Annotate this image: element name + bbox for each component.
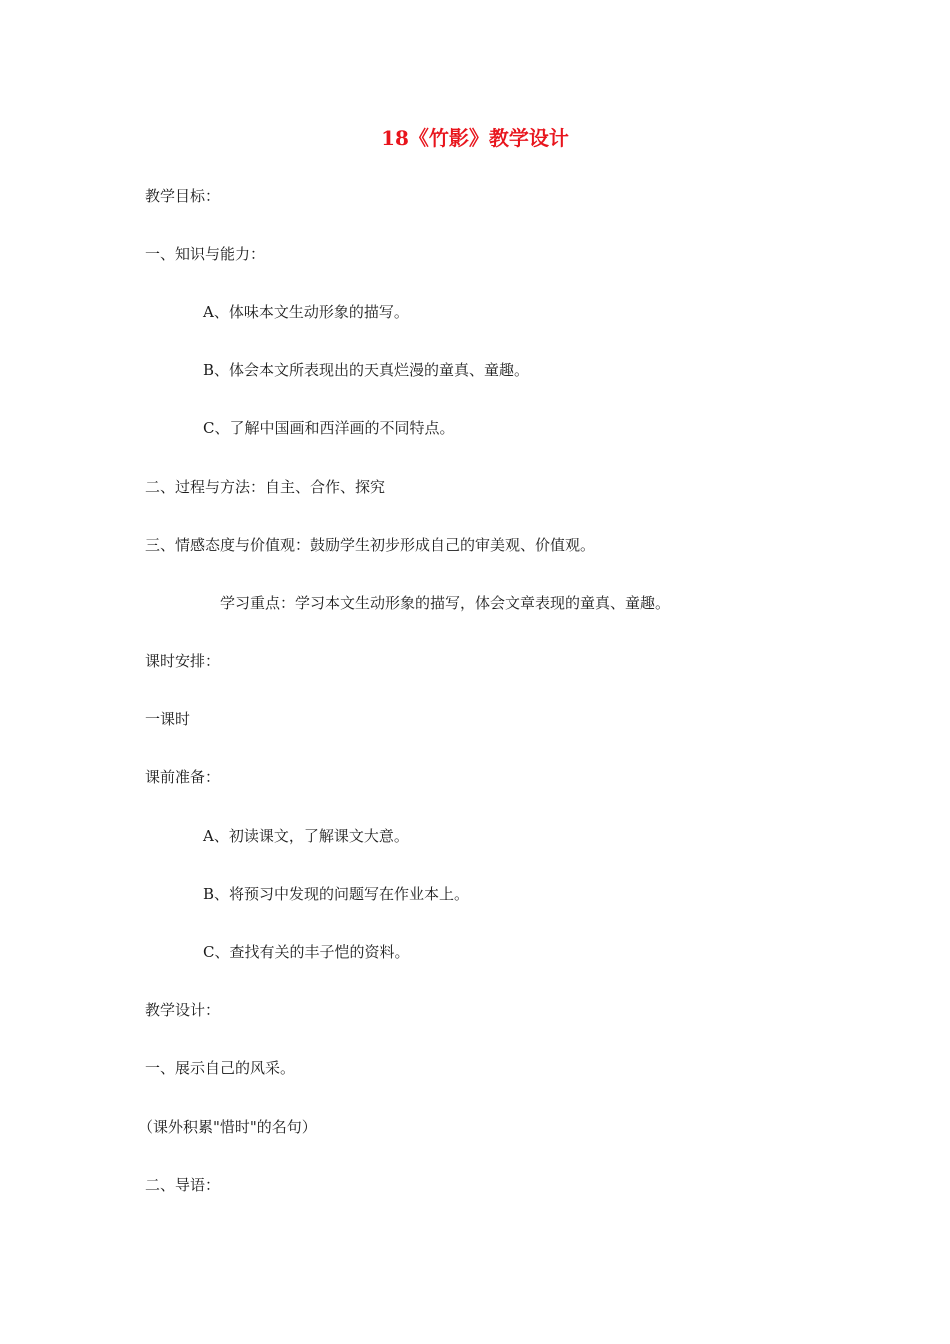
- text-line-teaching-design: 教学设计：: [145, 1001, 221, 1019]
- document-title: 18《竹影》教学设计: [381, 126, 569, 150]
- text-line-show-yourself: 一、展示自己的风采。: [145, 1059, 296, 1077]
- text-line-goal-b: B、体会本文所表现出的天真烂漫的童真、童趣。: [203, 361, 530, 379]
- text-line-preparation: 课前准备：: [145, 768, 221, 786]
- text-line-prep-b: B、将预习中发现的问题写在作业本上。: [203, 885, 470, 903]
- text-line-prep-a: A、初读课文，了解课文大意。: [203, 827, 409, 845]
- text-line-prep-c: C、查找有关的丰子恺的资料。: [203, 943, 410, 961]
- text-line-schedule: 课时安排：: [145, 652, 221, 670]
- text-line-knowledge-ability: 一、知识与能力：: [145, 245, 266, 263]
- text-line-one-period: 一课时: [145, 710, 191, 728]
- text-line-goal-a: A、体味本文生动形象的描写。: [203, 303, 409, 321]
- text-line-extra-reading: （课外积累"惜时"的名句）: [138, 1118, 317, 1136]
- text-line-teaching-goals: 教学目标：: [145, 187, 221, 205]
- text-line-key-points: 学习重点：学习本文生动形象的描写，体会文章表现的童真、童趣。: [220, 594, 671, 612]
- text-line-introduction: 二、导语：: [145, 1176, 221, 1194]
- text-line-goal-c: C、了解中国画和西洋画的不同特点。: [203, 419, 455, 437]
- text-line-process-method: 二、过程与方法：自主、合作、探究: [145, 478, 386, 496]
- text-line-emotion-values: 三、情感态度与价值观：鼓励学生初步形成自己的审美观、价值观。: [145, 536, 596, 554]
